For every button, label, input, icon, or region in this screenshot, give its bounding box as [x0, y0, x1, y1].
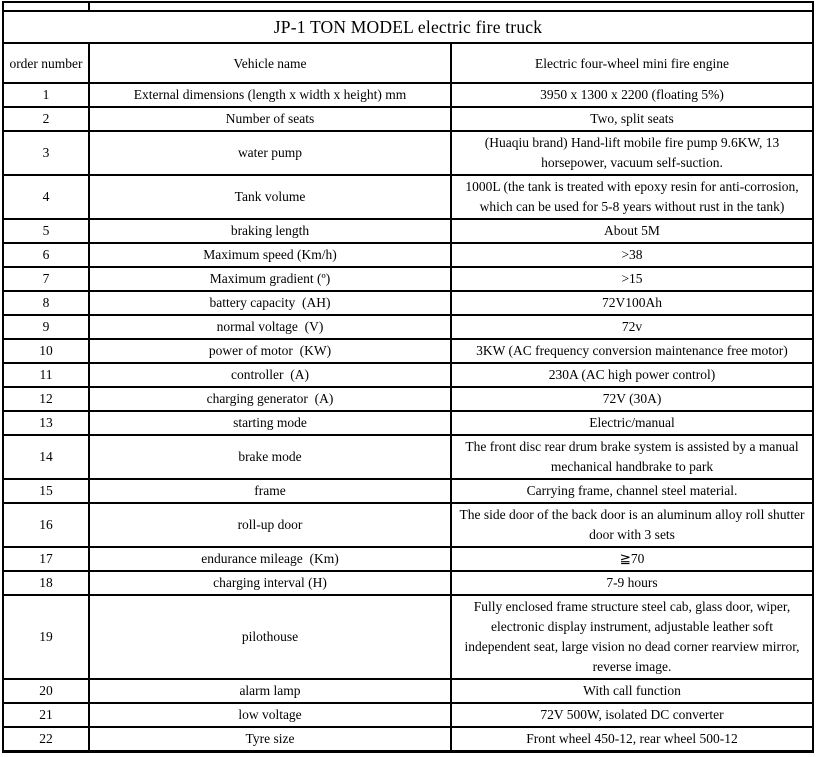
vehicle-name-cell: pilothouse — [89, 595, 451, 679]
vehicle-name-cell: charging generator (A) — [89, 387, 451, 411]
table-row — [3, 363, 813, 387]
value-cell: >15 — [451, 267, 813, 291]
value-cell: Carrying frame, channel steel material. — [451, 479, 813, 503]
table-row — [3, 175, 813, 219]
vehicle-name-cell: External dimensions (length x width x height) mm — [89, 83, 451, 107]
table-row — [3, 411, 813, 435]
top-strip-cell — [89, 2, 813, 11]
table-row — [3, 727, 813, 752]
value-cell: 3950 x 1300 x 2200 (floating 5%) — [451, 83, 813, 107]
order-number-cell: 1 — [3, 83, 89, 107]
vehicle-name-cell: battery capacity (AH) — [89, 291, 451, 315]
order-number-cell: 8 — [3, 291, 89, 315]
table-row — [3, 219, 813, 243]
order-number-cell: 12 — [3, 387, 89, 411]
table-row — [3, 131, 813, 175]
value-cell: 72v — [451, 315, 813, 339]
vehicle-name-cell: endurance mileage (Km) — [89, 547, 451, 571]
value-cell: 1000L (the tank is treated with epoxy resin for anti-corrosion, which can be used for 5-8 years without rust in the tank) — [451, 175, 813, 219]
table-row — [3, 679, 813, 703]
order-number-cell: 11 — [3, 363, 89, 387]
value-cell: The side door of the back door is an aluminum alloy roll shutter door with 3 sets — [451, 503, 813, 547]
value-cell: With call function — [451, 679, 813, 703]
table-row — [3, 83, 813, 107]
table-row — [3, 479, 813, 503]
order-number-cell: 5 — [3, 219, 89, 243]
vehicle-name-cell: brake mode — [89, 435, 451, 479]
order-number-cell: 18 — [3, 571, 89, 595]
vehicle-name-cell: Maximum speed (Km/h) — [89, 243, 451, 267]
table-top-strip — [3, 2, 813, 11]
value-cell: ≧70 — [451, 547, 813, 571]
value-cell: Two, split seats — [451, 107, 813, 131]
table-row — [3, 291, 813, 315]
header-value: Electric four-wheel mini fire engine — [451, 43, 813, 83]
vehicle-name-cell: normal voltage (V) — [89, 315, 451, 339]
table-row — [3, 435, 813, 479]
document-page — [0, 1, 823, 757]
order-number-cell: 7 — [3, 267, 89, 291]
value-cell: Electric/manual — [451, 411, 813, 435]
value-cell: Front wheel 450-12, rear wheel 500-12 — [451, 727, 813, 752]
value-cell: 72V (30A) — [451, 387, 813, 411]
value-cell: (Huaqiu brand) Hand-lift mobile fire pump 9.6KW, 13 horsepower, vacuum self-suction. — [451, 131, 813, 175]
header-vehicle-name: Vehicle name — [89, 43, 451, 83]
value-cell: 7-9 hours — [451, 571, 813, 595]
vehicle-name-cell: power of motor (KW) — [89, 339, 451, 363]
order-number-cell: 21 — [3, 703, 89, 727]
order-number-cell: 22 — [3, 727, 89, 752]
table-row — [3, 703, 813, 727]
table-row — [3, 595, 813, 679]
vehicle-name-cell: controller (A) — [89, 363, 451, 387]
vehicle-name-cell: Maximum gradient (º) — [89, 267, 451, 291]
value-cell: The front disc rear drum brake system is assisted by a manual mechanical handbrake to park — [451, 435, 813, 479]
table-row — [3, 547, 813, 571]
order-number-cell: 14 — [3, 435, 89, 479]
value-cell: 72V100Ah — [451, 291, 813, 315]
spec-table — [2, 1, 814, 753]
table-header-row — [3, 43, 813, 83]
vehicle-name-cell: charging interval (H) — [89, 571, 451, 595]
table-title: JP-1 TON MODEL electric fire truck — [3, 11, 813, 43]
order-number-cell: 6 — [3, 243, 89, 267]
order-number-cell: 4 — [3, 175, 89, 219]
vehicle-name-cell: water pump — [89, 131, 451, 175]
order-number-cell: 10 — [3, 339, 89, 363]
order-number-cell: 17 — [3, 547, 89, 571]
order-number-cell: 20 — [3, 679, 89, 703]
vehicle-name-cell: alarm lamp — [89, 679, 451, 703]
vehicle-name-cell: low voltage — [89, 703, 451, 727]
table-row — [3, 387, 813, 411]
table-row — [3, 503, 813, 547]
order-number-cell: 9 — [3, 315, 89, 339]
vehicle-name-cell: Tank volume — [89, 175, 451, 219]
vehicle-name-cell: starting mode — [89, 411, 451, 435]
order-number-cell: 13 — [3, 411, 89, 435]
order-number-cell: 19 — [3, 595, 89, 679]
vehicle-name-cell: frame — [89, 479, 451, 503]
vehicle-name-cell: roll-up door — [89, 503, 451, 547]
table-row — [3, 107, 813, 131]
table-row — [3, 339, 813, 363]
order-number-cell: 16 — [3, 503, 89, 547]
value-cell: About 5M — [451, 219, 813, 243]
table-row — [3, 243, 813, 267]
value-cell: 72V 500W, isolated DC converter — [451, 703, 813, 727]
order-number-cell: 3 — [3, 131, 89, 175]
table-row — [3, 267, 813, 291]
vehicle-name-cell: braking length — [89, 219, 451, 243]
value-cell: 230A (AC high power control) — [451, 363, 813, 387]
table-title-row — [3, 11, 813, 43]
table-row — [3, 315, 813, 339]
order-number-cell: 2 — [3, 107, 89, 131]
header-order-number: order number — [3, 43, 89, 83]
table-row — [3, 571, 813, 595]
top-strip-cell — [3, 2, 89, 11]
value-cell: >38 — [451, 243, 813, 267]
vehicle-name-cell: Tyre size — [89, 727, 451, 752]
value-cell: Fully enclosed frame structure steel cab, glass door, wiper, electronic display instrument, adjustable leather soft independent seat, large vision no dead corner rearview mirror, reverse image. — [451, 595, 813, 679]
order-number-cell: 15 — [3, 479, 89, 503]
value-cell: 3KW (AC frequency conversion maintenance free motor) — [451, 339, 813, 363]
vehicle-name-cell: Number of seats — [89, 107, 451, 131]
